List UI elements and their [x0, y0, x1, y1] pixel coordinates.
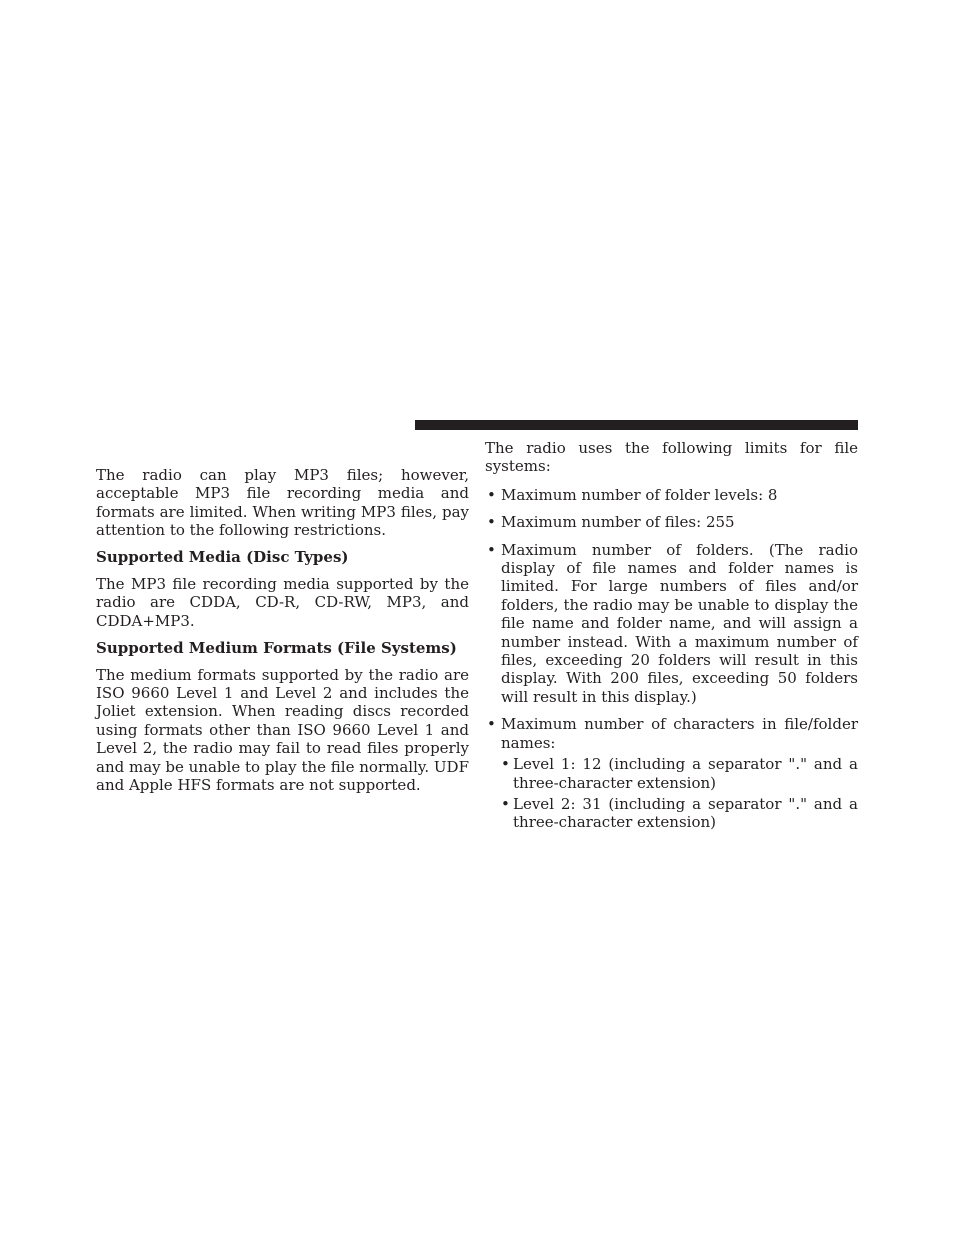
list-item-text: Maximum number of folder levels: 8 — [501, 485, 778, 504]
list-item — [485, 541, 858, 707]
media-heading: Supported Media (Disc Types) — [96, 548, 349, 567]
sub-list-item-text: Level 2: 31 (including a separator "." and a three-character extension) — [513, 794, 858, 832]
left-column — [96, 466, 469, 803]
sub-list-item-text: Level 1: 12 (including a separator "." and a three-character extension) — [513, 755, 858, 792]
sub-list-item — [501, 755, 858, 792]
formats-paragraph: The medium formats supported by the radio are ISO 9660 Level 1 and Level 2 and includes the Joliet extension. When reading discs recorded using formats other than ISO 9660 Level 1 and Level 2, the radio may fail to read files properly and may be unable to play the file normally. UDF and Apple HFS formats are not supported. — [96, 665, 469, 795]
list-item-text: Maximum number of characters in file/folder names: — [501, 715, 858, 752]
list-item — [485, 513, 858, 531]
intro-paragraph: The radio can play MP3 files; however, acceptable MP3 file recording media and formats are limited. When writing MP3 files, pay attention to the following restrictions. — [96, 466, 469, 540]
bullet-icon: • — [487, 513, 496, 532]
limits-intro: The radio uses the following limits for file systems: — [485, 439, 858, 476]
bullet-icon: • — [487, 715, 496, 734]
list-item — [485, 486, 858, 504]
sub-list — [501, 755, 858, 832]
list-item-text: Maximum number of folders. (The radio display of file names and folder names is limited. For large numbers of files and/or folders, the radio may be unable to display the file name and folder name, and will assign a number instead. With a maximum number of files, exceeding 20 folders will result in this display. With 200 files, exceeding 50 folders will result in this display.) — [501, 540, 858, 706]
right-column — [485, 439, 858, 841]
bullet-icon: • — [487, 485, 496, 504]
bullet-icon: • — [501, 794, 510, 813]
section-divider-bar — [415, 420, 858, 430]
bullet-icon: • — [501, 755, 510, 774]
sub-list-item — [501, 795, 858, 832]
formats-heading: Supported Medium Formats (File Systems) — [96, 638, 457, 657]
bullet-icon: • — [487, 540, 496, 559]
media-paragraph: The MP3 file recording media supported by the radio are CDDA, CD-R, CD-RW, MP3, and CDDA+MP3. — [96, 575, 469, 630]
limits-list — [485, 486, 858, 832]
list-item-text: Maximum number of files: 255 — [501, 513, 735, 532]
list-item — [485, 715, 858, 831]
